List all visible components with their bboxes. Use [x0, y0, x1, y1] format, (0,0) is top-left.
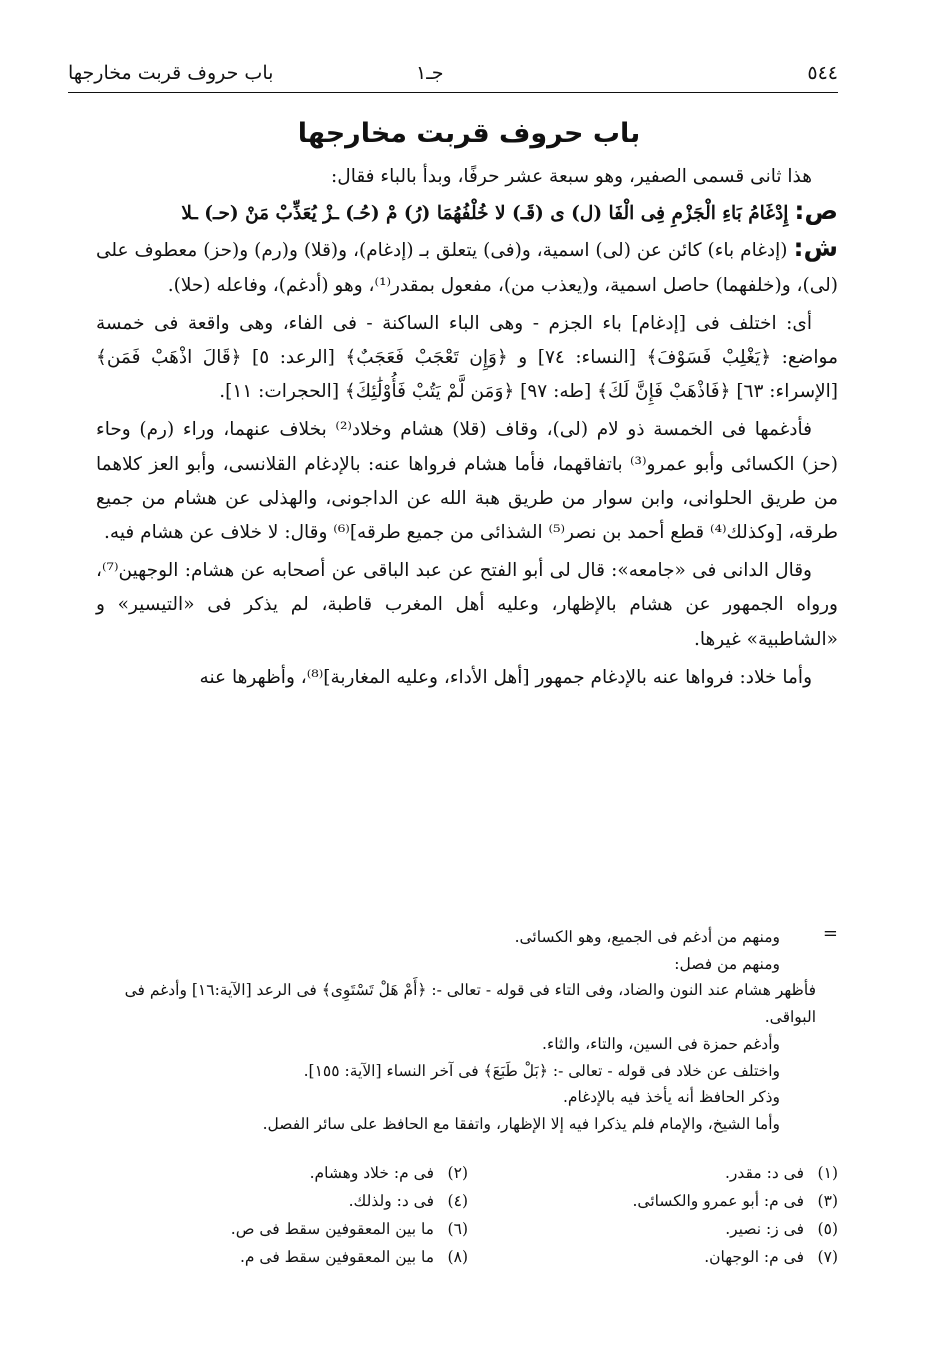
footnote-row — [96, 1216, 838, 1244]
page-number: ٥٤٤ — [807, 62, 838, 84]
running-header — [68, 58, 838, 94]
footnote-continuation-line: فأظهر هشام عند النون والضاد، وفى التاء فى قوله - تعالى -: ﴿أَمْ هَلْ تَسْتَوِى﴾ فى الرعد [الآية:١٦] وأدغم فى البواقى. — [124, 981, 816, 1027]
paragraph-4: وأما خلاد: فرواها عنه بالإدغام جمهور [أهل الأداء، وعليه المغاربة]⁽⁸⁾، وأظهرها عنه — [199, 666, 812, 688]
footnote-number: (١) — [817, 1164, 838, 1182]
footnote-continuation-line: واختلف عن خلاد فى قوله - تعالى -: ﴿بَلْ طَبَعَ﴾ فى آخر النساء [الآية: ١٥٥]. — [303, 1061, 780, 1080]
footnote-item — [240, 1244, 468, 1270]
footnote-row — [96, 1244, 838, 1272]
footnote-number: (٦) — [447, 1220, 468, 1238]
footnote-text: ما بين المعقوفين سقط فى ص. — [230, 1220, 434, 1238]
verse-text: إِدْغَامُ بَاءِ الْجَزْمِ فِى الْفَا (ل) ى (قَـ) لا خُلْفُهُمَا (رُ) مْ (حُـ) ـزْ يُعَذِّبْ مَنْ (حـ) ـلا — [181, 203, 789, 225]
footnote-continuation-line: وأما الشيخ، والإمام فلم يذكرا فيه إلا الإظهار، واتفقا مع الحافظ على سائر الفصل. — [262, 1114, 780, 1133]
footnote-item — [310, 1160, 468, 1186]
footnote-number: (٣) — [817, 1192, 838, 1210]
footnote-item — [725, 1216, 838, 1242]
header-rule — [68, 92, 838, 93]
footnote-list — [96, 1160, 838, 1272]
footnote-text: فى ز: نصير. — [725, 1220, 804, 1238]
footnote-text: فى م: أبو عمرو والكسائى. — [632, 1192, 804, 1210]
verse-line — [96, 194, 838, 231]
footnote-number: (٢) — [447, 1164, 468, 1182]
chapter-title: باب حروف قربت مخارجها — [297, 118, 641, 149]
footnote-item — [725, 1160, 838, 1186]
sharh-marker: ش: — [793, 233, 838, 263]
paragraph-2: فأدغمها فى الخمسة ذو لام (لى)، وقاف (قلا) هشام وخلاد⁽²⁾ بخلاف عنهما، وراء (رم) وحاء (حز) الكسائى وأبو عمرو⁽³⁾ باتفاقهما، فأما هشام فرواها عنه: بالإدغام القلانسى، وأبو العز كلاهما من طريق الحلوانى، وابن سوار من طريق هبة الله عن الداجونى، والهذلى عن هشام من جميع طرقه، [وكذلك⁽⁴⁾ قطع أحمد بن نصر⁽⁵⁾ الشذائى من جميع طرقه]⁽⁶⁾ وقال: لا خلاف عن هشام فيه. — [96, 419, 838, 544]
footnote-item — [231, 1216, 468, 1242]
footnote-text: فى د: مقدر. — [725, 1164, 804, 1182]
footnote-text: فى د: ولذلك. — [348, 1192, 434, 1210]
footnote-continuation-line: ومنهم من أدغم فى الجميع، وهو الكسائى. — [514, 928, 780, 946]
footnote-row — [96, 1188, 838, 1216]
footnote-continuation-line: وذكر الحافظ أنه يأخذ فيه بالإدغام. — [562, 1088, 780, 1107]
sharh-text: (إدغام باء) كائن عن (لى) اسمية، و(فى) يتعلق بـ (إدغام)، و(قلا) و(رم) و(حز) معطوف على (لى)، و(خلفهما) حاصل اسمية، و(يعذب من)، مفعول بمقدر⁽¹⁾، وهو (أدغم)، وفاعله (حلا). — [96, 240, 838, 296]
running-title: باب حروف قربت مخارجها — [68, 62, 274, 84]
footnote-number: (٤) — [447, 1192, 468, 1210]
footnotes-area — [96, 923, 838, 1266]
footnote-number: (٥) — [817, 1220, 838, 1238]
footnote-item — [349, 1188, 468, 1214]
footnote-text: ما بين المعقوفين سقط فى م. — [239, 1248, 434, 1266]
intro-paragraph: هذا ثانى قسمى الصفير، وهو سبعة عشر حرفًا، وبدأ بالباء فقال: — [331, 166, 812, 187]
paragraph-3: وقال الدانى فى «جامعه»: قال لى أبو الفتح عن عبد الباقى عن أصحابه عن هشام: الوجهين⁽⁷⁾، ورواه الجمهور عن هشام بالإظهار، وعليه أهل المغرب قاطبة، لم يذكر فى «التيسير» و «الشاطبية» غيرها. — [96, 560, 838, 650]
footnote-number: (٨) — [447, 1248, 468, 1266]
continuation-mark: = — [822, 923, 838, 944]
footnote-text: فى م: خلاد وهشام. — [309, 1164, 434, 1182]
footnote-number: (٧) — [817, 1248, 838, 1266]
footnote-item — [704, 1244, 838, 1270]
verse-marker: ص: — [794, 196, 838, 226]
footnote-continuation — [96, 924, 838, 1138]
footnote-row — [96, 1160, 838, 1188]
sharh-paragraph — [96, 231, 838, 302]
paragraph-1: أى: اختلف فى [إدغام] باء الجزم - وهى الباء الساكنة - فى الفاء، وهى واقعة فى خمسة مواضع: ﴿يَغْلِبْ فَسَوْفَ﴾ [النساء: ٧٤] و ﴿وَإِن تَعْجَبْ فَعَجَبٌ﴾ [الرعد: ٥] ﴿قَالَ اذْهَبْ فَمَن﴾ [الإسراء: ٦٣] ﴿فَاذْهَبْ فَإِنَّ لَكَ﴾ [طه: ٩٧] ﴿وَمَن لَّمْ يَتُبْ فَأُوْلَٰئِكَ﴾ [الحجرات: ١١]. — [96, 312, 838, 403]
volume-label: جـ١ — [416, 62, 444, 84]
footnote-continuation-line: وأدغم حمزة فى السين، والتاء، والثاء. — [542, 1034, 780, 1053]
main-text — [96, 160, 838, 695]
footnote-continuation-line: ومنهم من فصل: — [674, 954, 780, 973]
footnote-text: فى م: الوجهان. — [704, 1248, 804, 1266]
footnote-item — [632, 1188, 838, 1214]
